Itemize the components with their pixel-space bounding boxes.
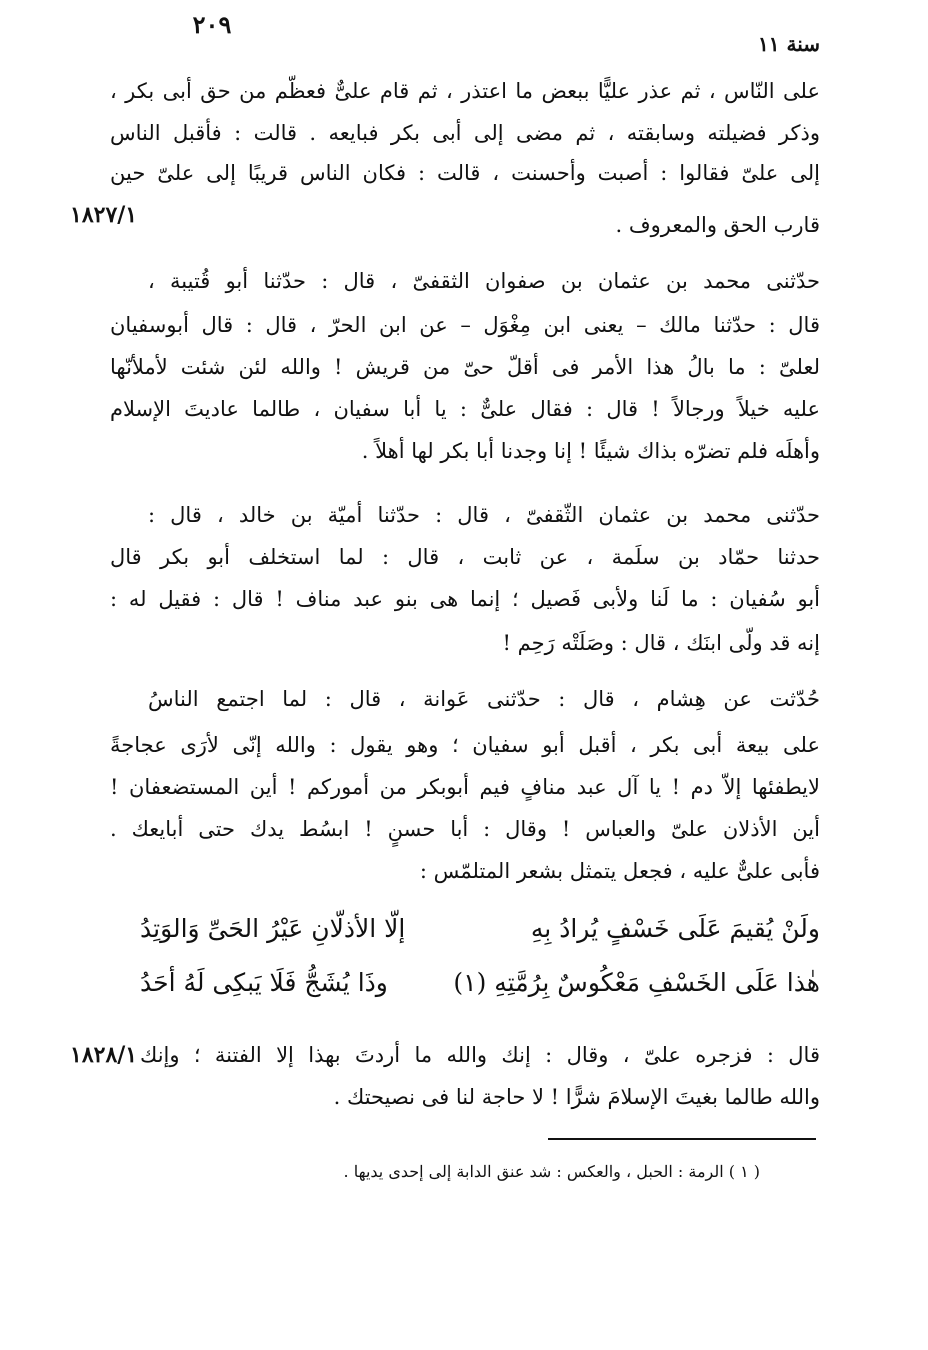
poem-verse-first-hemistich: هٰذا عَلَى الخَسْفِ مَعْكُوسٌ بِرُمَّتِهِ (١) xyxy=(453,968,820,997)
text-line: عليه خيلاً ورجالاً ! قال : فقال علىٌّ : يا أبا سفيان ، طالما عاديتَ الإسلام xyxy=(110,397,820,421)
footnote-separator xyxy=(548,1138,816,1140)
text-line: على بيعة أبى بكر ، أقبل أبو سفيان ؛ وهو يقول : والله إنّى لأرَى عجاجةً xyxy=(110,733,820,757)
text-line: أبو سُفيان : ما لَنا ولأبى فَصيل ؛ إنما هى بنو عبد مناف ! قال : فقيل له : xyxy=(110,587,820,611)
page-number: ٢٠٩ xyxy=(192,10,232,39)
text-line: وأهلَه فلم تضرّه بذاك شيئًا ! إنا وجدنا أبا بكر لها أهلاً . xyxy=(361,439,820,463)
poem-verse-first-hemistich: ولَنْ يُقيمَ عَلَى خَسْفٍ يُرادُ بِهِ xyxy=(530,914,820,943)
text-line: قال : حدّثنا مالك – يعنى ابن مِغْوَل – عن ابن الحرّ ، قال : قال أبوسفيان xyxy=(110,313,820,337)
text-line: قال : فزجره علىّ ، وقال : إنك والله ما أردتَ بهذا إلا الفتنة ؛ وإنك xyxy=(140,1043,820,1067)
text-line: إلى علىّ فقالوا : أصبت وأحسنت ، قالت : فكان الناس قريبًا إلى علىّ حين xyxy=(110,161,820,185)
text-line: حُدّثت عن هِشام ، قال : حدّثنى عَوانة ، قال : لما اجتمع الناسُ xyxy=(148,687,820,711)
margin-reference-number: ١٨٢٨/١ xyxy=(70,1042,138,1068)
text-line: لايطفئها إلاّ دم ! يا آل عبد منافٍ فيم أبوبكر من أموركم ! أين المستضعفان ! xyxy=(110,775,820,799)
running-header-year: سنة ١١ xyxy=(758,32,820,56)
text-line: فأبى علىٌّ عليه ، فجعل يتمثل بشعر المتلمّس : xyxy=(419,859,820,883)
text-line: أين الأذلان علىّ والعباس ! وقال : أبا حسنٍ ! ابسُط يدك حتى أبايعك . xyxy=(110,817,820,841)
text-line: قارب الحق والمعروف . xyxy=(615,213,820,237)
text-line: على النّاس ، ثم عذر عليًّا ببعض ما اعتذر ، ثم قام علىٌّ فعظّم من حق أبى بكر ، xyxy=(110,79,820,103)
text-line: والله طالما بغيتَ الإسلامَ شرًّا ! لا حاجة لنا فى نصيحتك . xyxy=(333,1085,820,1109)
text-line: وذكر فضيلته وسابقته ، ثم مضى إلى أبى بكر فبايعه . قالت : فأقبل الناس xyxy=(110,121,820,145)
text-line: حدّثنى محمد بن عثمان بن صفوان الثقفىّ ، قال : حدّثنا أبو قُتيبة ، xyxy=(148,269,820,293)
margin-reference-number: ١٨٢٧/١ xyxy=(70,202,138,228)
text-line: حدثنا حمّاد بن سلَمة ، عن ثابت ، قال : لما استخلف أبو بكر قال xyxy=(110,545,820,569)
poem-verse-second-hemistich: إلّا الأذلّانِ عَيْرُ الحَىِّ وَالوَتِدُ xyxy=(140,914,406,943)
text-line: إنه قد ولّى ابنَك ، قال : وصَلَتْه رَحِم ! xyxy=(502,631,820,655)
text-line: حدّثنى محمد بن عثمان الثّقفىّ ، قال : حدّثنا أميّة بن خالد ، قال : xyxy=(148,503,820,527)
footnote: ( ١ ) الرمة : الحبل ، والعكس : شد عنق الدابة إلى إحدى يديها . xyxy=(343,1162,760,1181)
poem-verse-second-hemistich: وذَا يُشَجُّ فَلَا يَبكِى لَهُ أحَدُ xyxy=(140,968,388,997)
text-line: لعلىّ : ما بالُ هذا الأمر فى أقلّ حىّ من قريش ! والله لئن شئت لأملأنّها xyxy=(110,355,820,379)
